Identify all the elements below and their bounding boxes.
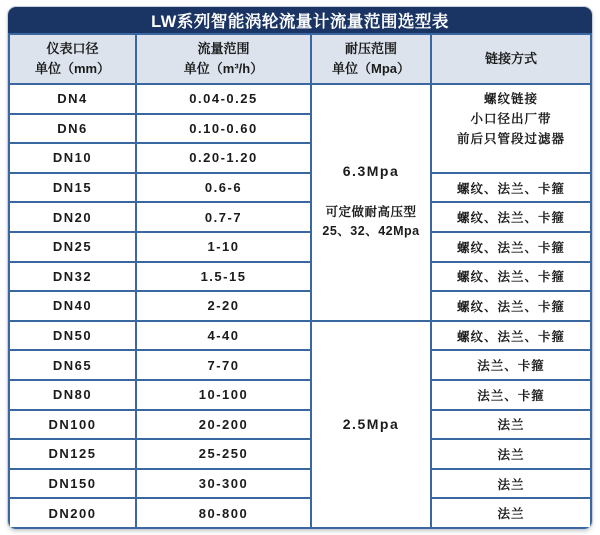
- flow-cell: 20-200: [136, 410, 311, 440]
- table-row: [9, 410, 591, 440]
- flow-cell: 0.10-0.60: [136, 114, 311, 144]
- pressure-value: 2.5Mpa: [342, 416, 400, 433]
- selection-table-card: [8, 7, 592, 529]
- pressure-cell-2-5mpa: [311, 321, 431, 528]
- table-row: [9, 439, 591, 469]
- flow-cell: 1-10: [136, 232, 311, 262]
- connection-cell: 螺纹、法兰、卡箍: [431, 291, 591, 321]
- dn-cell: DN40: [9, 291, 136, 321]
- table-row: [9, 469, 591, 499]
- dn-cell: DN200: [9, 498, 136, 528]
- dn-cell: DN100: [9, 410, 136, 440]
- connection-cell: 螺纹、法兰、卡箍: [431, 173, 591, 203]
- column-header-connection: [431, 34, 591, 84]
- table-title: [8, 7, 592, 33]
- connection-cell: 螺纹、法兰、卡箍: [431, 262, 591, 292]
- dn-cell: DN50: [9, 321, 136, 351]
- flow-cell: 10-100: [136, 380, 311, 410]
- dn-cell: DN15: [9, 173, 136, 203]
- connection-line: 小口径出厂带: [470, 112, 552, 127]
- connection-cell: 法兰、卡箍: [431, 380, 591, 410]
- connection-cell: 法兰: [431, 439, 591, 469]
- flow-cell: 0.6-6: [136, 173, 311, 203]
- flow-cell: 30-300: [136, 469, 311, 499]
- dn-cell: DN65: [9, 350, 136, 380]
- spec-table: [8, 33, 592, 529]
- connection-line: 前后只管段过滤器: [456, 132, 565, 147]
- flow-cell: 1.5-15: [136, 262, 311, 292]
- flow-cell: 4-40: [136, 321, 311, 351]
- connection-cell-merged-small-bore: [431, 84, 591, 173]
- column-header-diameter: [9, 34, 136, 84]
- column-header-pressure-range: [311, 34, 431, 84]
- column-header-flow-range: [136, 34, 311, 84]
- dn-cell: DN4: [9, 84, 136, 114]
- column-header-line: 单位（Mpa）: [331, 61, 410, 76]
- table-row: [9, 173, 591, 203]
- pressure-note-line: 可定做耐高压型: [325, 205, 417, 219]
- table-row: [9, 380, 591, 410]
- dn-cell: DN32: [9, 262, 136, 292]
- flow-cell: 2-20: [136, 291, 311, 321]
- table-row: [9, 321, 591, 351]
- flow-cell: 0.7-7: [136, 202, 311, 232]
- flow-cell: 0.04-0.25: [136, 84, 311, 114]
- column-header-line: 流量范围: [197, 40, 250, 56]
- column-header-line: 单位（mm）: [34, 61, 111, 76]
- flow-cell: 0.20-1.20: [136, 143, 311, 173]
- column-header-line: 仪表口径: [46, 40, 99, 56]
- dn-cell: DN125: [9, 439, 136, 469]
- flow-cell: 25-250: [136, 439, 311, 469]
- table-row: [9, 232, 591, 262]
- flow-cell: 80-800: [136, 498, 311, 528]
- connection-cell: 螺纹、法兰、卡箍: [431, 321, 591, 351]
- column-header-line: 链接方式: [484, 50, 537, 66]
- connection-cell: 螺纹、法兰、卡箍: [431, 202, 591, 232]
- dn-cell: DN150: [9, 469, 136, 499]
- column-header-line: 耐压范围: [344, 40, 397, 56]
- dn-cell: DN80: [9, 380, 136, 410]
- dn-cell: DN6: [9, 114, 136, 144]
- flow-cell: 7-70: [136, 350, 311, 380]
- connection-cell: 法兰: [431, 498, 591, 528]
- connection-cell: 法兰、卡箍: [431, 350, 591, 380]
- pressure-note: [312, 203, 430, 242]
- table-title-text: LW系列智能涡轮流量计流量范围选型表: [151, 13, 449, 31]
- table-row: [9, 84, 591, 114]
- connection-line: 螺纹链接: [483, 92, 538, 107]
- dn-cell: DN10: [9, 143, 136, 173]
- table-row: [9, 202, 591, 232]
- dn-cell: DN25: [9, 232, 136, 262]
- connection-cell: 法兰: [431, 469, 591, 499]
- table-row: [9, 498, 591, 528]
- table-row: [9, 291, 591, 321]
- pressure-note-line: 25、32、42Mpa: [322, 224, 420, 239]
- connection-cell: 法兰: [431, 410, 591, 440]
- table-row: [9, 262, 591, 292]
- table-row: [9, 350, 591, 380]
- connection-cell: 螺纹、法兰、卡箍: [431, 232, 591, 262]
- header-row: [9, 34, 591, 84]
- pressure-cell-6-3mpa: [311, 84, 431, 321]
- dn-cell: DN20: [9, 202, 136, 232]
- column-header-line: 单位（m³/h）: [183, 61, 264, 76]
- pressure-value: 6.3Mpa: [342, 163, 400, 179]
